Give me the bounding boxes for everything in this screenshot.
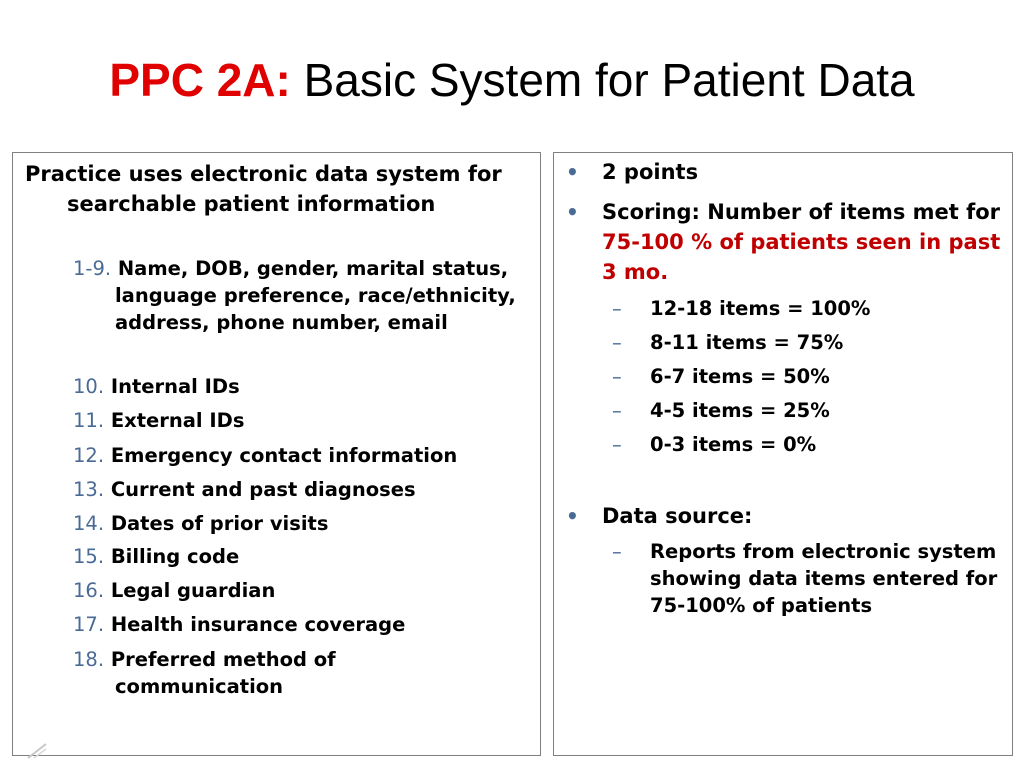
list-item [73, 373, 539, 400]
scoring-bullet [566, 197, 1016, 287]
dash-icon: – [612, 331, 622, 354]
item-number: 11. [73, 409, 105, 432]
scoring-level: – 12-18 items = 100% [612, 297, 871, 320]
title-text: Basic System for Patient Data [303, 54, 915, 106]
list-item [73, 442, 539, 469]
list-item [73, 577, 539, 604]
dash-icon: – [612, 297, 622, 320]
dash-icon: – [612, 433, 622, 456]
bullet-icon: • [566, 504, 579, 528]
item-number: 14. [73, 512, 105, 535]
item-text: Current and past diagnoses [110, 478, 416, 501]
item-text: Preferred method of communication [110, 648, 336, 698]
points-bullet [566, 157, 1006, 187]
scoring-level: – 8-11 items = 75% [612, 331, 844, 354]
scoring-prefix: Scoring: Number of items met for [602, 200, 1001, 224]
item-text: Internal IDs [110, 375, 240, 398]
item-text: Emergency contact information [110, 444, 458, 467]
list-item [73, 255, 539, 336]
bullet-icon: • [566, 160, 579, 184]
dash-icon: – [612, 540, 622, 563]
requirements-lead: Practice uses electronic data system for searchable patient information [25, 162, 502, 216]
item-text: External IDs [110, 409, 245, 432]
list-item [73, 407, 539, 434]
scoring-panel [553, 152, 1013, 756]
item-text: Dates of prior visits [110, 512, 329, 535]
dash-icon: – [612, 365, 622, 388]
list-item [73, 476, 539, 503]
item-number: 10. [73, 375, 105, 398]
requirements-panel [12, 152, 541, 756]
item-number: 12. [73, 444, 105, 467]
item-number: 17. [73, 613, 105, 636]
item-number: 13. [73, 478, 105, 501]
title-code: PPC 2A: [109, 54, 291, 106]
data-source-label: Data source: [602, 504, 753, 528]
list-item [73, 510, 539, 537]
slide-title [0, 52, 1024, 108]
scoring-highlight: 75-100 % of patients seen in past 3 mo. [602, 230, 1001, 284]
item-number: 16. [73, 579, 105, 602]
bullet-icon: • [566, 200, 579, 224]
list-item [73, 646, 403, 700]
item-text: Health insurance coverage [110, 613, 406, 636]
corner-decoration-icon [26, 742, 48, 760]
data-source-bullet [566, 501, 1006, 531]
data-source-detail: – Reports from electronic system showing data items entered for 75-100% of patients [612, 540, 998, 617]
dash-icon: – [612, 399, 622, 422]
item-number: 1-9. [73, 257, 112, 280]
points-text: 2 points [602, 160, 699, 184]
scoring-level: – 4-5 items = 25% [612, 399, 830, 422]
scoring-level: – 6-7 items = 50% [612, 365, 830, 388]
item-text: Billing code [110, 545, 240, 568]
list-item [73, 543, 539, 570]
item-text: Legal guardian [110, 579, 276, 602]
item-number: 15. [73, 545, 105, 568]
scoring-level: – 0-3 items = 0% [612, 433, 817, 456]
item-text: Name, DOB, gender, marital status, language preference, race/ethnicity, address, phone number, email [115, 257, 516, 334]
item-number: 18. [73, 648, 105, 671]
list-item [73, 611, 539, 638]
